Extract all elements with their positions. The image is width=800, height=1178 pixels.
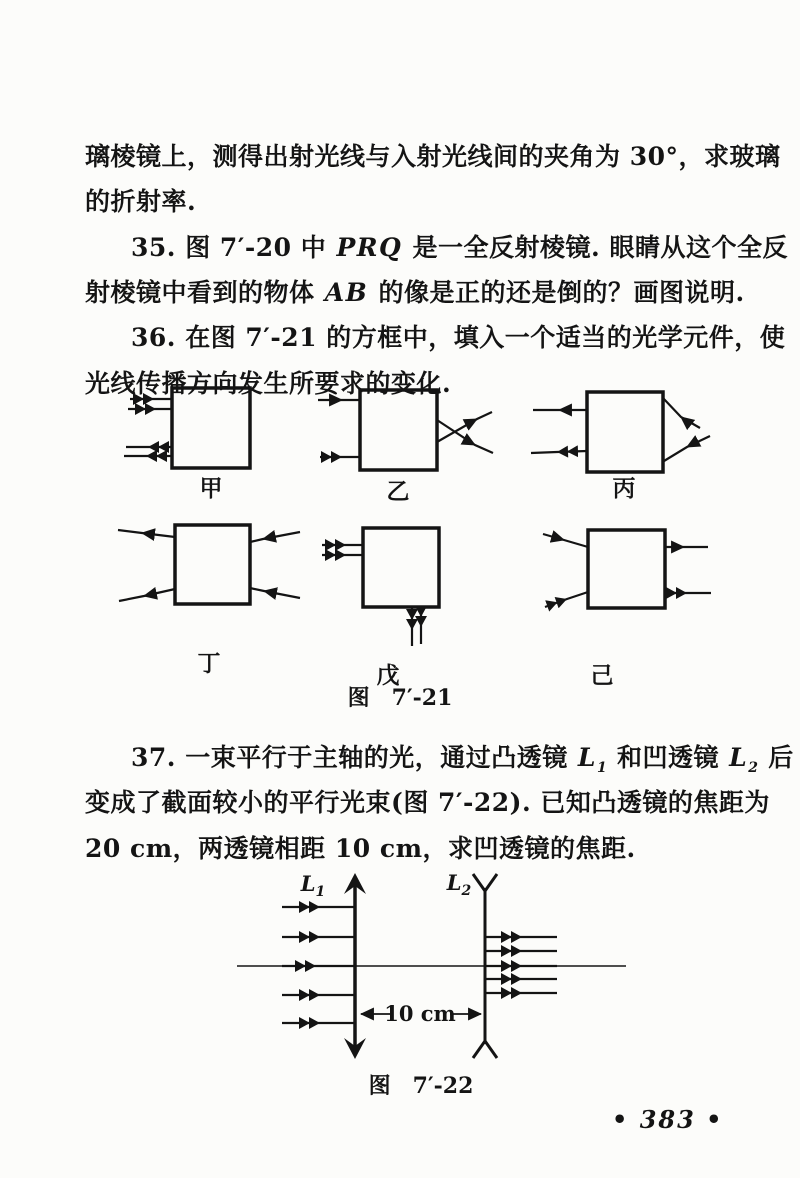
optical-box-ji xyxy=(588,530,665,608)
lens1-symbol xyxy=(577,743,608,776)
prism-symbol-PRQ: PRQ xyxy=(336,233,403,262)
ray-in xyxy=(545,592,588,607)
lens1-label: $L_1$ xyxy=(300,871,326,900)
ray-out xyxy=(531,451,587,453)
panel-yi xyxy=(318,390,493,505)
ray-in xyxy=(664,436,710,461)
text-segment: 37. 一束平行于主轴的光，通过凸透镜 xyxy=(131,743,577,772)
panel-ji xyxy=(543,530,711,689)
object-symbol-AB: AB xyxy=(324,278,369,307)
ray-out xyxy=(118,530,175,537)
lens1-base: L xyxy=(577,743,597,772)
text-segment: 是一全反射棱镜. 眼睛从这个全反 xyxy=(403,233,788,262)
panel-bing xyxy=(531,392,710,502)
ray-in xyxy=(663,398,700,428)
distance-label: 10 cm xyxy=(384,1001,456,1026)
panel-ding xyxy=(118,525,300,677)
outgoing-parallel-rays xyxy=(485,937,557,993)
text-line-intro-1: 璃棱镜上，测得出射光线与入射光线间的夹角为 30°，求玻璃 xyxy=(85,142,781,171)
box-label-bing: 丙 xyxy=(612,475,636,502)
figure-7-21 xyxy=(80,385,740,715)
fork-top xyxy=(473,874,485,891)
fork-bottom xyxy=(473,1041,485,1058)
optical-box-bing xyxy=(587,392,663,472)
panel-wu xyxy=(322,528,439,689)
figure-7-22 xyxy=(225,862,635,1102)
text-line-p37-2: 变成了截面较小的平行光束(图 7′-22). 已知凸透镜的焦距为 xyxy=(85,788,770,817)
optical-box-jia xyxy=(172,388,250,468)
box-label-wu: 戊 xyxy=(376,662,400,689)
box-label-ding: 丁 xyxy=(197,650,221,677)
fork-bottom xyxy=(485,1041,497,1058)
text-line-p35-1 xyxy=(131,232,788,265)
figure-7-22-caption: 图 7′-22 xyxy=(368,1073,474,1099)
incoming-parallel-rays xyxy=(282,907,355,1023)
distance-dimension xyxy=(361,1001,481,1026)
page-number: • 383 • xyxy=(612,1105,724,1134)
ray-in xyxy=(250,532,300,542)
text-line-p36-1: 36. 在图 7′-21 的方框中，填入一个适当的光学元件，使 xyxy=(131,323,786,352)
lens1-sub: 1 xyxy=(596,760,607,776)
box-label-ji: 己 xyxy=(590,662,614,689)
ray-in xyxy=(543,534,588,547)
text-line-intro-2: 的折射率. xyxy=(85,187,197,216)
text-line-p36-2: 光线传播方向发生所要求的变化. xyxy=(85,369,452,398)
ray-out xyxy=(119,589,175,601)
text-segment: 的像是正的还是倒的？画图说明. xyxy=(369,278,745,307)
text-line-p37-3: 20 cm，两透镜相距 10 cm，求凹透镜的焦距. xyxy=(85,834,636,863)
fork-top xyxy=(485,874,497,891)
text-segment: 后 xyxy=(758,743,794,772)
optical-box-wu xyxy=(363,528,439,607)
lens2-sub: 2 xyxy=(748,760,758,776)
optical-box-yi xyxy=(360,390,437,470)
optical-box-ding xyxy=(175,525,250,604)
lens2-symbol xyxy=(728,743,759,776)
box-label-yi: 乙 xyxy=(386,478,410,505)
lens2-base: L xyxy=(729,743,749,772)
ray-in xyxy=(250,588,300,598)
lens2-label: $L_2$ xyxy=(446,870,472,899)
box-label-jia: 甲 xyxy=(199,475,223,502)
text-segment: 射棱镜中看到的物体 xyxy=(85,278,324,307)
text-segment: 和凹透镜 xyxy=(607,743,729,772)
panel-jia xyxy=(124,388,250,502)
text-segment: 35. 图 7′-20 中 xyxy=(131,233,336,262)
text-line-p37-1 xyxy=(131,742,794,777)
text-line-p35-2 xyxy=(85,277,745,310)
figure-7-21-caption: 图 7′-21 xyxy=(347,685,453,711)
